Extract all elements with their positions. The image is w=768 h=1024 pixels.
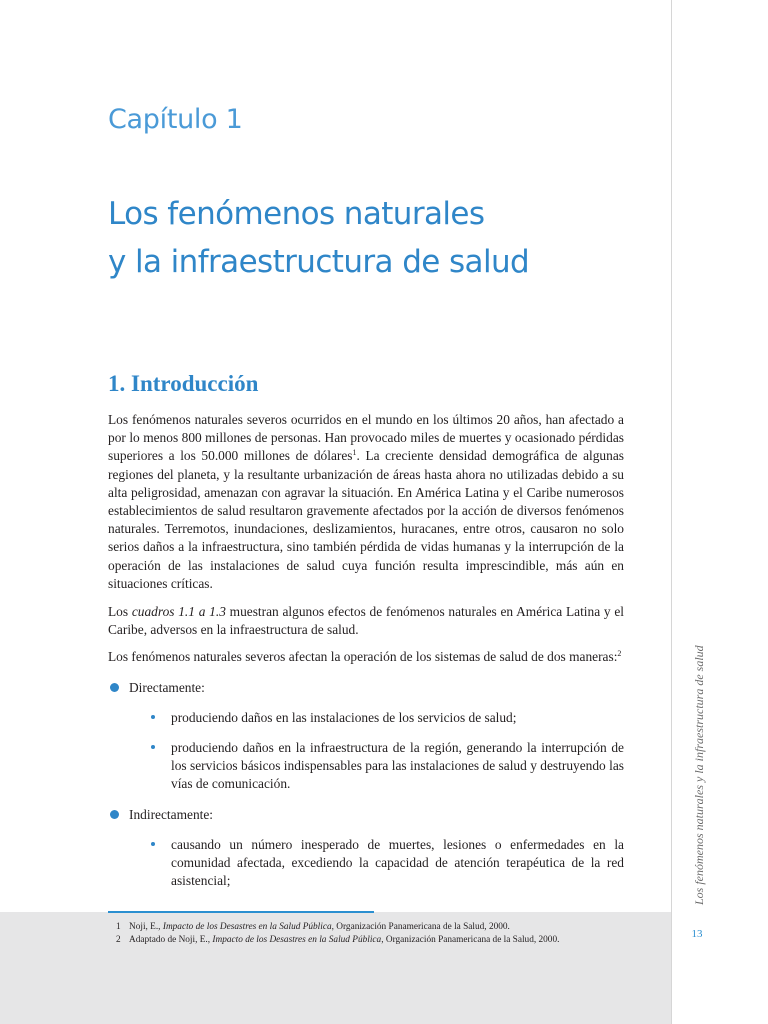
footnote-text: Noji, E.,	[129, 922, 163, 932]
list-subitem-text: produciendo daños en las instalaciones de los servicios de salud;	[171, 709, 517, 725]
list-subitem-text: produciendo daños en la infraestructura de la región, generando la interrupción de los servicios básicos indispensables para las instalaciones de salud y destruyendo las vías de comunicación.	[171, 740, 624, 792]
list-subitem	[129, 739, 624, 794]
footnote-number: 2	[116, 934, 121, 945]
footnote-text: Adaptado de Noji, E.,	[129, 934, 213, 945]
intro-paragraph-text: Los fenómenos naturales severos ocurridos en el mundo en los últimos 20 años, han afectado a por lo menos 800 millones de personas. Han provocado miles de muertes y ocasionado pérdidas superiores a los 50.000 millones de dólares	[108, 412, 624, 464]
footnote-rule	[108, 911, 374, 913]
body-text	[108, 411, 624, 900]
intro-paragraph	[108, 411, 624, 593]
tables-reference: cuadros 1.1 a 1.3	[131, 604, 226, 620]
sub-bullet-icon	[151, 715, 155, 719]
footnote-2	[116, 934, 559, 947]
list-subitem-text: causando un número inesperado de muertes, lesiones o enfermedades en la comunidad afectada, excediendo la capacidad de atención terapéutica de la red asistencial;	[171, 836, 624, 889]
footnote-text: , Organización Panamericana de la Salud, 2000.	[331, 922, 510, 932]
list-subitem	[129, 836, 624, 891]
footnote-work-title: Impacto de los Desastres en la Salud Pública	[212, 934, 382, 945]
running-head: Los fenómenos naturales y la infraestructura de salud	[692, 645, 706, 905]
two-ways-paragraph	[108, 648, 624, 666]
intro-paragraph-text-continued: . La creciente densidad demográfica de algunas regiones del planeta, y la resultante urbanización de áreas hasta ahora no utilizadas debido a su alta peligrosidad, amenazan con agravar la situación. En América Latina y el Caribe numerosos establecimientos de salud resultaron gravemente afectados por la acción de diversos fenómenos naturales. Terremotos, inundaciones, deslizamientos, huracanes, entre otros, causaron no solo serios daños a la infraestructura, sino también pérdida de vidas humanas y la interrupción de la operación de las instalaciones de salud cuya función resulta imprescindible, más aún en situaciones críticas.	[108, 448, 624, 591]
footnote-1	[116, 921, 559, 934]
footnotes	[116, 921, 559, 946]
footnote-work-title: Impacto de los Desastres en la Salud Pública	[162, 922, 332, 932]
bullet-icon	[110, 810, 119, 819]
bullet-icon	[110, 683, 119, 692]
list-item-direct	[108, 679, 624, 794]
sub-bullet-icon	[151, 842, 155, 846]
footnote-number: 1	[116, 922, 121, 932]
chapter-label: Capítulo 1	[108, 104, 243, 135]
page-sidebar	[671, 0, 768, 1024]
page-number: 13	[691, 928, 703, 940]
sub-bullet-icon	[151, 745, 155, 749]
tables-paragraph-end: muestran algunos efectos de fenómenos naturales en América Latina y el Caribe, adversos en la infraestructura de salud.	[108, 604, 625, 638]
chapter-title-line-2: y la infraestructura de salud	[108, 244, 530, 280]
chapter-title-line-1: Los fenómenos naturales	[108, 196, 485, 232]
list-subitem	[129, 709, 624, 727]
list-item-indirect-label: Indirectamente:	[129, 806, 214, 822]
footnote-ref-1: 1	[352, 448, 357, 458]
two-ways-text: Los fenómenos naturales severos afectan la operación de los sistemas de salud de dos maneras:	[108, 649, 618, 665]
list-item-indirect	[108, 806, 624, 891]
section-heading: 1. Introducción	[108, 371, 259, 396]
tables-paragraph-start: Los	[108, 604, 132, 620]
footnote-ref-2: 2	[617, 649, 622, 659]
list-item-direct-label: Directamente:	[129, 679, 205, 695]
footnote-text: , Organización Panamericana de la Salud, 2000.	[381, 934, 560, 945]
chapter-title	[108, 190, 529, 286]
tables-paragraph	[108, 603, 624, 639]
